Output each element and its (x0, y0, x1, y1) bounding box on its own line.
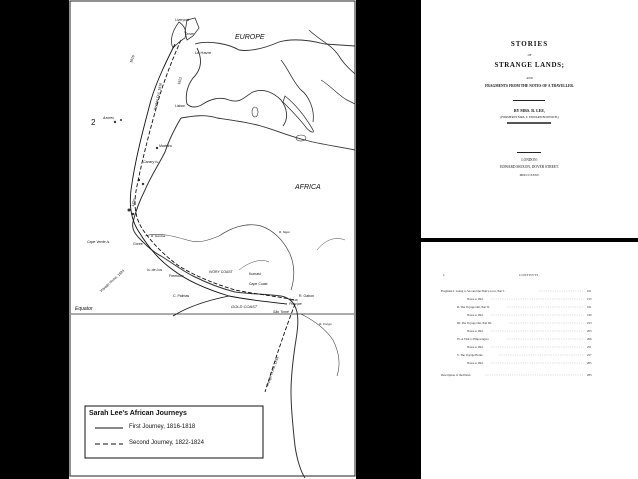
label-azores: Azores (103, 116, 114, 120)
toc-row-page: 155 (587, 297, 592, 301)
toc-row-text: Notes to Ibid (467, 345, 483, 349)
toc-row-page: 257 (587, 353, 592, 357)
toc-row (457, 353, 483, 357)
toc-row-page: 206 (587, 337, 592, 341)
contents-page-panel (421, 242, 638, 479)
label-freetown: Freetown (169, 274, 184, 278)
toc-row-page: 203 (587, 329, 592, 333)
label-sao-tome: São Tomé (273, 310, 289, 314)
label-num-2: 2 (91, 118, 96, 127)
label-europe: EUROPE (235, 34, 265, 41)
title-strange-lands: STRANGE LANDS; (494, 61, 565, 69)
label-le-havre: Le Havre (195, 50, 212, 55)
toc-row-page: 190 (587, 313, 592, 317)
legend-second-journey: Second Journey, 1822-1824 (129, 440, 204, 446)
toc-row (441, 373, 471, 377)
title-rule-2 (517, 152, 541, 153)
title-london: LONDON: (521, 158, 538, 162)
toc-row-text: Notes to Ibid (467, 297, 483, 301)
label-kumasi: Kumasi (249, 272, 261, 276)
title-formerly: (FORMERLY MRS. T. EDWARD BOWDICH,) (500, 115, 559, 119)
label-gambia: R. Gambia (151, 234, 166, 238)
toc-row-page: 193 (587, 321, 592, 325)
label-ivory-coast: IVORY COAST (209, 270, 233, 274)
label-gold-coast: GOLD COAST (231, 304, 258, 309)
toc-row (441, 289, 505, 293)
toc-row (467, 345, 483, 349)
toc-row-text: IV. A Visit to Empoongwa (457, 337, 489, 341)
toc-row (457, 305, 490, 309)
label-voyage-home-1818: Voyage Home, 1818 (265, 356, 280, 388)
contents-heading: CONTENTS. (519, 273, 540, 277)
label-route-1818: 1818 (291, 298, 298, 302)
label-africa: AFRICA (295, 184, 321, 191)
label-dover: Dover (185, 32, 195, 36)
title-of: OF (527, 53, 532, 57)
title-rule-1 (513, 100, 545, 101)
title-page-panel (421, 0, 638, 238)
toc-row (467, 297, 483, 301)
toc-row-text: II. The Voyage Out, Part II. (457, 305, 490, 309)
title-year: MDCCCXXXV. (519, 173, 540, 177)
toc-row-page: 251 (587, 345, 592, 349)
label-voyage-home-1824: Voyage Home, 1824 (99, 268, 126, 293)
label-route-1816: 1816 (129, 54, 136, 64)
label-liverpool: Liverpool (175, 18, 190, 22)
toc-row-page: 283 (587, 373, 592, 377)
label-goree: Goree (133, 242, 143, 246)
label-principe: Principe (289, 302, 302, 306)
label-madeira: Madeira (159, 144, 172, 148)
toc-row-text: Fragment I. Going to Sea and the Ship's Cove, Part I. (441, 289, 505, 293)
legend-first-journey: First Journey, 1816-1818 (129, 424, 196, 430)
label-niger: R. Niger (279, 230, 291, 234)
label-equator: Equator (75, 306, 93, 312)
label-route-1820: 1820 (131, 198, 137, 207)
toc-row (467, 313, 483, 317)
toc-row-text: III. The Voyage Out, Part III. (457, 321, 492, 325)
label-cape-verde: Cape Verde Is. (87, 240, 111, 244)
toc-row-text: Notes to Ibid (467, 361, 483, 365)
toc-leaders (421, 242, 638, 479)
contents-page-number: x (443, 273, 445, 277)
label-canary: Canary Is. (143, 160, 159, 164)
toc-row (467, 361, 483, 365)
toc-row-text: V. The Voyage Home (457, 353, 483, 357)
title-publisher: EDWARD MOXON, DOVER STREET. (500, 165, 559, 169)
toc-row (457, 321, 492, 325)
toc-row-page: 101 (587, 289, 592, 293)
title-stories: STORIES (510, 40, 549, 48)
label-voyage-out: Voyage Out, 1816 (153, 82, 163, 111)
title-ornament (507, 122, 551, 124)
title-fragments: FRAGMENTS FROM THE NOTES OF A TRAVELLER. (485, 84, 574, 88)
toc-row-page: 265 (587, 361, 592, 365)
map-panel (69, 0, 356, 479)
label-gabon: R. Gabon (299, 294, 314, 298)
africa-journeys-map (69, 0, 356, 479)
title-author: BY MRS. R. LEE, (513, 108, 546, 113)
toc-row (457, 337, 488, 341)
label-lisbon: Lisbon (175, 104, 186, 108)
label-c-palmas: C. Palmas (173, 294, 190, 298)
label-congo: R. Congo (319, 322, 332, 326)
toc-row (467, 329, 483, 333)
toc-row-page: 161 (587, 305, 592, 309)
label-route-1822: 1822 (177, 76, 183, 86)
toc-row-text: Description of the Plates (441, 373, 471, 377)
legend-title: Sarah Lee's African Journeys (89, 410, 187, 417)
title-and: AND (526, 76, 533, 80)
label-is-de-los: Is. de Los (147, 268, 163, 272)
toc-row-text: Notes to Ibid (467, 313, 483, 317)
label-cape-coast: Cape Coast (249, 282, 268, 286)
toc-row-text: Notes to Ibid (467, 329, 483, 333)
